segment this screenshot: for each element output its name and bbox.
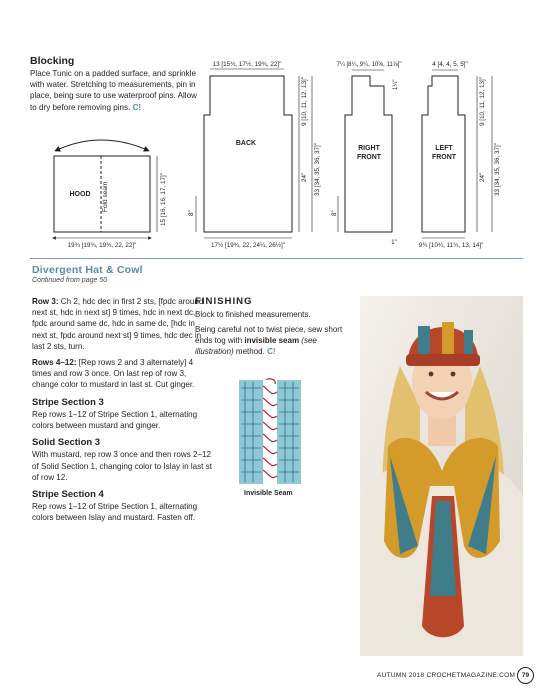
- stripe-4-heading: Stripe Section 4: [32, 489, 104, 501]
- right-front-top: 7¼ [8¼, 9¼, 10⅝, 11⅞]": [336, 62, 402, 68]
- blocking-heading: Blocking: [30, 55, 75, 67]
- page-footer: AUTUMN 2018 CROCHETMAGAZINE.COM: [377, 672, 516, 679]
- left-front-armhole: 9 [10, 11, 12, 13]": [479, 76, 486, 126]
- invisible-seam-illustration: [237, 378, 303, 486]
- left-front-label-1: LEFT: [435, 145, 453, 152]
- end-mark: C!: [132, 102, 142, 112]
- left-front-bottom: 9¾ [10¾, 11¾, 13, 14]": [418, 242, 484, 249]
- left-front-top: 4 [4, 4, 5, 5]": [432, 61, 468, 68]
- model-photo: [360, 296, 523, 656]
- stripe-3-heading: Stripe Section 3: [32, 396, 104, 408]
- back-top: 13 [15¾, 17½, 19¾, 22]": [212, 61, 282, 68]
- back-diagram: [188, 60, 321, 249]
- right-front-side: 8": [331, 210, 338, 216]
- back-bottom: 17½ [19¾, 22, 24¼, 26½]": [210, 242, 286, 249]
- hood-label: HOOD: [69, 191, 91, 198]
- instructions-column: [32, 296, 212, 524]
- solid-3-heading: Solid Section 3: [32, 437, 101, 449]
- blocking-text: Place Tunic on a padded surface, and sprinkle with water. Stretching to measurements, pin in place, being sure to use waterproof pins. Allow to dry before removing pins. C!: [30, 69, 197, 112]
- right-front-bottom: 1": [391, 239, 397, 246]
- back-label: BACK: [235, 140, 257, 147]
- back-side: 8": [188, 210, 195, 216]
- schematic-diagrams: [0, 50, 553, 260]
- back-total: 33 [34, 35, 36, 37]": [314, 142, 321, 196]
- continued-note: Continued from page 50: [32, 277, 108, 284]
- left-front-length: 24": [479, 172, 486, 182]
- back-length: 24": [301, 172, 308, 182]
- finishing-text: Block to finished measurements. Being careful not to twist piece, sew short ends tog with invisible seam (see illustration) method. C!: [195, 310, 343, 356]
- left-front-total: 33 [34, 35, 36, 37]": [494, 142, 501, 196]
- seam-caption: Invisible Seam: [244, 490, 293, 497]
- hood-width: 19¾ [19¾, 19¾, 22, 22]": [67, 242, 137, 249]
- section-title: Divergent Hat & Cowl: [32, 264, 143, 276]
- row-3: Row 3: Ch 2, hdc dec in first 2 sts, [fpdc around next st, hdc in next st] 9 times, hdc in next dc, fpdc around same dc, hdc in same dc, [hdc in next st, fpdc around next st] 9 times, hdc dec in last 2 sts, turn.: [32, 297, 204, 351]
- rows-4-12: Rows 4–12: [Rep rows 2 and 3 alternately] 4 times and row 3 once. On last rep of row 3, change color to mustard in last st. Cut ginger.: [32, 358, 195, 390]
- right-front-label-1: RIGHT: [358, 145, 380, 152]
- right-front-label-2: FRONT: [356, 154, 382, 161]
- left-front-diagram: [419, 61, 501, 249]
- finishing-heading: FINISHING: [195, 296, 253, 307]
- stripe-4-text: Rep rows 1–12 of Stripe Section 1, alternating colors between Islay and mustard. Fasten off.: [32, 502, 198, 523]
- right-front-drop: 1¼": [393, 79, 399, 90]
- left-front-label-2: FRONT: [431, 154, 457, 161]
- section-divider: [30, 258, 523, 259]
- back-armhole: 9 [10, 11, 12, 13]": [301, 76, 308, 126]
- fold-seam-label: Fold seam: [102, 181, 109, 212]
- solid-3-text: With mustard, rep row 3 once and then rows 2–12 of Solid Section 1, changing color to Islay in last st of row 12.: [32, 450, 212, 482]
- hood-diagram: [54, 140, 167, 249]
- hood-height: 15 [16, 16, 17, 17]": [160, 172, 167, 226]
- right-front-diagram: [331, 62, 402, 246]
- page-number: 79: [517, 667, 534, 684]
- stripe-3-text: Rep rows 1–12 of Stripe Section 1, alternating colors between mustard and ginger.: [32, 409, 198, 431]
